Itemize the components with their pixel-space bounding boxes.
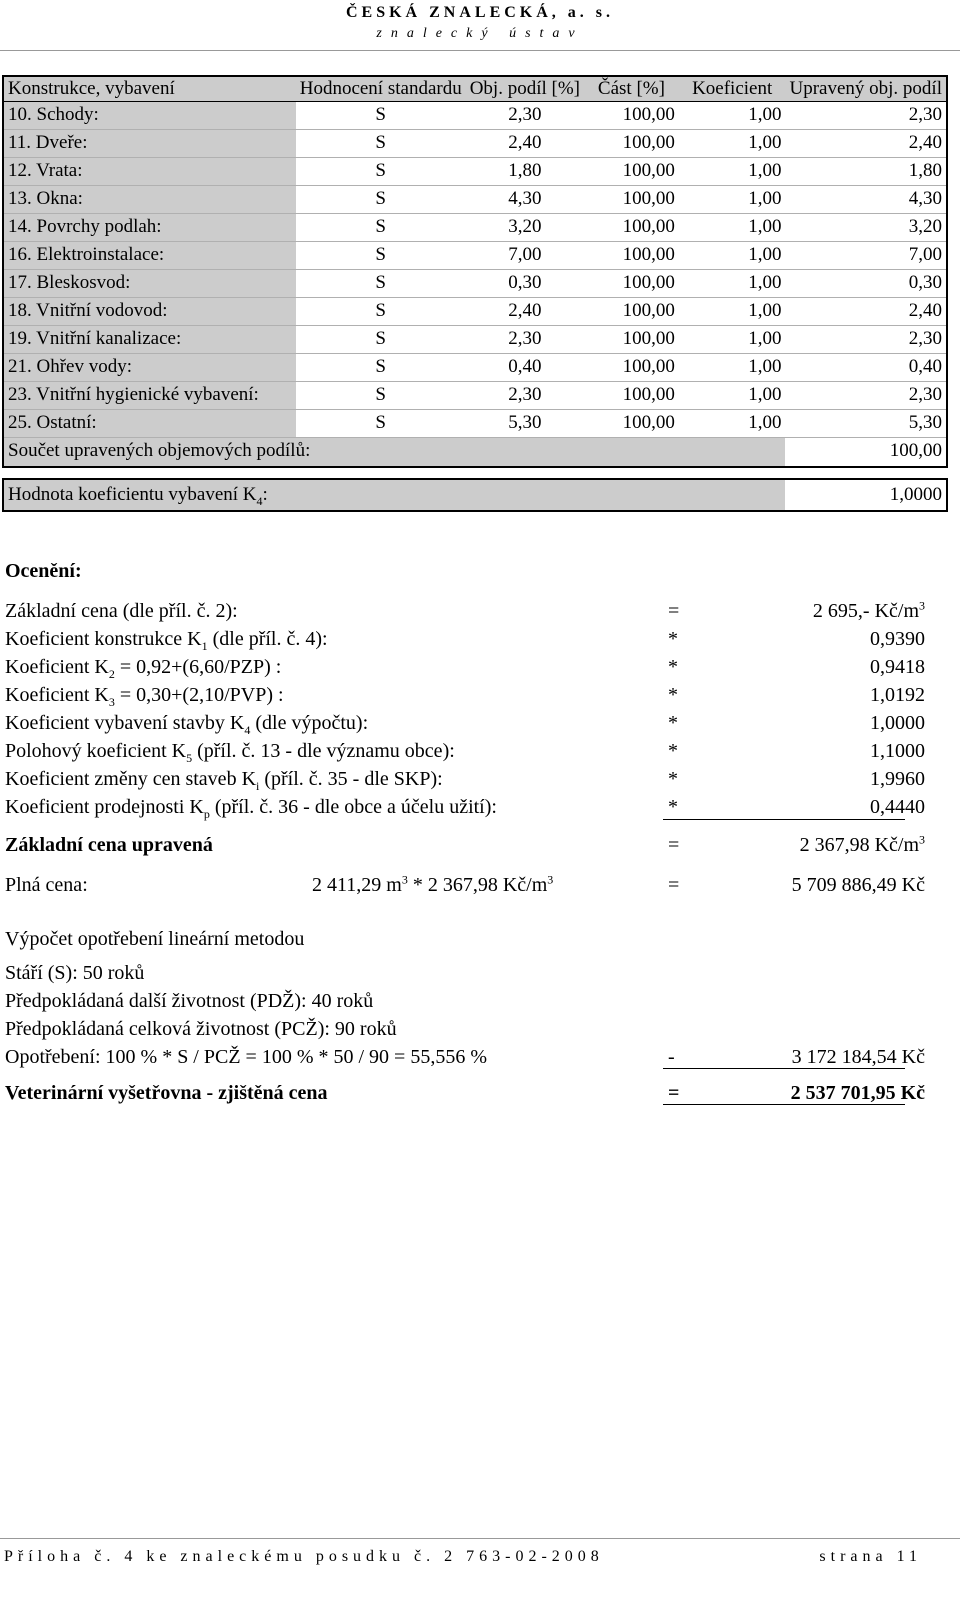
ki-line [5, 766, 925, 792]
table-row [3, 130, 947, 158]
operator: = [668, 1082, 680, 1104]
base-price-value: 2 695,- $Kč/m^3$ [812, 598, 925, 622]
table-header-row [3, 76, 947, 102]
adjusted-price-label: Základní cena upravená [5, 834, 213, 856]
row-adjusted: 3,20 [785, 214, 947, 242]
total-life-line [5, 1016, 925, 1042]
age-line [5, 960, 925, 986]
row-share: 2,40 [466, 130, 584, 158]
operator: - [668, 1046, 675, 1068]
wear-underline [663, 1068, 905, 1069]
row-adjusted: 4,30 [785, 186, 947, 214]
row-name: 19. Vnitřní kanalizace: [3, 326, 296, 354]
row-adjusted: 2,40 [785, 298, 947, 326]
row-coef: 1,00 [679, 186, 786, 214]
row-coef: 1,00 [679, 382, 786, 410]
full-price-label: Plná cena: [5, 874, 88, 896]
table-row [3, 186, 947, 214]
row-standard: S [296, 410, 466, 438]
col-header-name: Konstrukce, vybavení [3, 76, 296, 102]
operator: * [668, 768, 678, 790]
row-part: 100,00 [584, 242, 679, 270]
footer-divider [0, 1538, 960, 1539]
k1-label: Koeficient konstrukce $K_1$ (dle příl. č. 4): [5, 628, 328, 653]
k1-line [5, 626, 925, 652]
ki-label: Koeficient změny cen staveb $K_i$ (příl. č. 35 - dle SKP): [5, 768, 443, 793]
row-part: 100,00 [584, 298, 679, 326]
row-name: 18. Vnitřní vodovod: [3, 298, 296, 326]
table-row [3, 102, 947, 130]
operator: * [668, 628, 678, 650]
k3-label: Koeficient $K_3 = 0,30+(2,10/PVP)$ : [5, 684, 284, 709]
k1-value: 0,9390 [870, 628, 925, 650]
total-life-text: Předpokládaná celková životnost (PCŽ): 90 roků [5, 1018, 397, 1040]
col-header-part: Část [%] [584, 76, 679, 102]
row-name: 16. Elektroinstalace: [3, 242, 296, 270]
adjusted-price-value: 2 367,98 $Kč/m^3$ [799, 832, 925, 856]
row-part: 100,00 [584, 102, 679, 130]
k4-coef-value: 1,0000 [870, 712, 925, 734]
row-share: 1,80 [466, 158, 584, 186]
k4-label: Hodnota koeficientu vybavení $K_4$: [3, 479, 785, 511]
row-standard: S [296, 158, 466, 186]
wear-title-text: Výpočet opotřebení lineární metodou [5, 928, 305, 950]
row-part: 100,00 [584, 214, 679, 242]
base-price-label: Základní cena (dle příl. č. 2): [5, 600, 238, 622]
sum-row [3, 438, 947, 468]
col-header-coef: Koeficient [679, 76, 786, 102]
row-share: 3,20 [466, 214, 584, 242]
k2-line [5, 654, 925, 680]
row-coef: 1,00 [679, 158, 786, 186]
kp-line [5, 794, 925, 820]
remaining-life-line [5, 988, 925, 1014]
row-share: 2,30 [466, 326, 584, 354]
row-standard: S [296, 354, 466, 382]
row-name: 17. Bleskosvod: [3, 270, 296, 298]
k4-coef-label: Koeficient vybavení stavby $K_4$ (dle výpočtu): [5, 712, 369, 737]
row-adjusted: 2,30 [785, 382, 947, 410]
row-standard: S [296, 382, 466, 410]
adjusted-price-line [5, 832, 925, 858]
row-standard: S [296, 186, 466, 214]
row-part: 100,00 [584, 186, 679, 214]
operator: * [668, 684, 678, 706]
row-name: 11. Dveře: [3, 130, 296, 158]
company-name: ČESKÁ ZNALECKÁ, a. s. [345, 4, 615, 21]
row-name: 12. Vrata: [3, 158, 296, 186]
base-price-line [5, 598, 925, 624]
row-coef: 1,00 [679, 326, 786, 354]
k5-line [5, 738, 925, 764]
row-share: 5,30 [466, 410, 584, 438]
equipment-table [2, 75, 948, 512]
table-row [3, 326, 947, 354]
final-price-label: Veterinární vyšetřovna - zjištěná cena [5, 1082, 328, 1104]
row-share: 2,40 [466, 298, 584, 326]
table-row [3, 382, 947, 410]
row-name: 23. Vnitřní hygienické vybavení: [3, 382, 296, 410]
k4-value: 1,0000 [785, 479, 947, 511]
row-standard: S [296, 214, 466, 242]
wear-value: 3 172 184,54 Kč [791, 1046, 925, 1068]
row-standard: S [296, 130, 466, 158]
row-part: 100,00 [584, 158, 679, 186]
row-share: 0,30 [466, 270, 584, 298]
operator: = [668, 834, 680, 856]
row-standard: S [296, 326, 466, 354]
operator: = [668, 874, 680, 896]
footer-annex: Příloha č. 4 ke znaleckému posudku č. 2 763-02-2008 [4, 1548, 604, 1565]
row-coef: 1,00 [679, 354, 786, 382]
operator: * [668, 796, 678, 818]
row-name: 13. Okna: [3, 186, 296, 214]
ki-value: 1,9960 [870, 768, 925, 790]
k2-value: 0,9418 [870, 656, 925, 678]
wear-label: Opotřebení: 100 % * S / PCŽ = 100 % * 50 / 90 = 55,556 % [5, 1046, 487, 1068]
table-row [3, 298, 947, 326]
row-part: 100,00 [584, 270, 679, 298]
row-share: 2,30 [466, 382, 584, 410]
k3-line [5, 682, 925, 708]
company-subtitle: znalecký ústav [376, 26, 584, 41]
wear-line [5, 1044, 925, 1070]
row-adjusted: 0,40 [785, 354, 947, 382]
row-coef: 1,00 [679, 214, 786, 242]
row-share: 7,00 [466, 242, 584, 270]
valuation-title: Ocenění: [5, 560, 82, 582]
row-coef: 1,00 [679, 298, 786, 326]
col-header-standard: Hodnocení standardu [296, 76, 466, 102]
row-name: 21. Ohřev vody: [3, 354, 296, 382]
row-part: 100,00 [584, 130, 679, 158]
operator: * [668, 740, 678, 762]
row-share: 4,30 [466, 186, 584, 214]
col-header-adjusted: Upravený obj. podíl [785, 76, 947, 102]
row-part: 100,00 [584, 410, 679, 438]
sum-value: 100,00 [785, 438, 947, 468]
final-price-line [5, 1080, 925, 1106]
table-row [3, 242, 947, 270]
footer-page-number: strana 11 [819, 1548, 922, 1565]
final-underline [663, 1104, 905, 1105]
row-adjusted: 2,30 [785, 102, 947, 130]
row-coef: 1,00 [679, 242, 786, 270]
kp-value: 0,4440 [870, 796, 925, 818]
header-divider [0, 50, 960, 51]
table-row [3, 270, 947, 298]
table-row [3, 354, 947, 382]
row-part: 100,00 [584, 382, 679, 410]
row-share: 2,30 [466, 102, 584, 130]
age-text: Stáří (S): 50 roků [5, 962, 145, 984]
operator: = [668, 600, 680, 622]
full-price-formula: 2 411,29 $m^3 * 2$ 367,98 $Kč/m^3$ [312, 872, 554, 896]
operator: * [668, 712, 678, 734]
row-adjusted: 7,00 [785, 242, 947, 270]
row-adjusted: 0,30 [785, 270, 947, 298]
k4-coef-line [5, 710, 925, 736]
row-part: 100,00 [584, 326, 679, 354]
row-standard: S [296, 102, 466, 130]
row-standard: S [296, 242, 466, 270]
k3-value: 1,0192 [870, 684, 925, 706]
row-coef: 1,00 [679, 410, 786, 438]
row-coef: 1,00 [679, 102, 786, 130]
row-standard: S [296, 298, 466, 326]
row-name: 14. Povrchy podlah: [3, 214, 296, 242]
row-part: 100,00 [584, 354, 679, 382]
full-price-line [5, 872, 925, 898]
table-row [3, 214, 947, 242]
full-price-value: 5 709 886,49 Kč [791, 874, 925, 896]
sum-label: Součet upravených objemových podílů: [3, 438, 785, 468]
row-standard: S [296, 270, 466, 298]
kp-label: Koeficient prodejnosti $K_p$ (příl. č. 36 - dle obce a účelu užití): [5, 796, 497, 821]
multiplication-underline [663, 819, 905, 820]
row-adjusted: 2,40 [785, 130, 947, 158]
row-adjusted: 5,30 [785, 410, 947, 438]
k5-label: Polohový koeficient $K_5$ (příl. č. 13 - dle významu obce): [5, 740, 455, 765]
k2-label: Koeficient $K_2 = 0,92+(6,60/PZP)$ : [5, 656, 282, 681]
row-coef: 1,00 [679, 130, 786, 158]
row-share: 0,40 [466, 354, 584, 382]
table-row [3, 410, 947, 438]
wear-title [5, 926, 925, 952]
final-price-value: 2 537 701,95 Kč [790, 1082, 925, 1104]
k4-row [3, 479, 947, 511]
row-coef: 1,00 [679, 270, 786, 298]
row-adjusted: 1,80 [785, 158, 947, 186]
row-adjusted: 2,30 [785, 326, 947, 354]
col-header-share: Obj. podíl [%] [466, 76, 584, 102]
table-row [3, 158, 947, 186]
operator: * [668, 656, 678, 678]
remaining-life-text: Předpokládaná další životnost (PDŽ): 40 roků [5, 990, 374, 1012]
row-name: 10. Schody: [3, 102, 296, 130]
k5-value: 1,1000 [870, 740, 925, 762]
row-name: 25. Ostatní: [3, 410, 296, 438]
